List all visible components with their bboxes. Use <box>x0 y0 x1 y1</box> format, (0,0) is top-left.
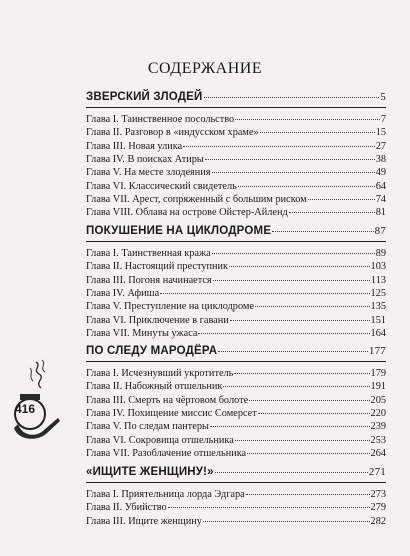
chapter-title: Глава III. Новая улика <box>86 140 183 152</box>
chapter-title: Глава V. На месте злодеяния <box>86 167 211 179</box>
chapter-page: 103 <box>370 261 386 273</box>
toc-entry <box>86 324 386 340</box>
chapter-page: 253 <box>370 434 386 446</box>
dot-leader <box>255 295 370 307</box>
dot-leader <box>212 242 375 254</box>
dot-leader <box>308 188 375 200</box>
chapter-title: Глава IV. Афиша <box>86 288 160 300</box>
chapter-page: 49 <box>375 167 386 179</box>
dot-leader <box>198 322 369 334</box>
dot-leader <box>246 483 370 495</box>
section-heading <box>86 222 386 239</box>
dot-leader <box>249 389 369 401</box>
dot-leader <box>235 108 380 120</box>
dot-leader <box>203 510 370 522</box>
chapter-page: 81 <box>375 207 386 219</box>
chapter-title: Глава VI. Приключение в гавани <box>86 314 229 326</box>
chapter-title: Глава V. Преступление на циклодроме <box>86 301 254 313</box>
chapter-title: Глава VII. Минуты ужаса <box>86 328 198 340</box>
chapter-title: Глава I. Таинственная кража <box>86 248 211 259</box>
section-page: 177 <box>368 345 386 357</box>
chapter-page: 7 <box>380 114 386 125</box>
dot-leader <box>183 135 375 147</box>
dot-leader <box>212 161 375 173</box>
toc-section <box>86 222 386 340</box>
dot-leader <box>168 496 370 508</box>
chapter-page: 64 <box>375 180 386 192</box>
chapter-title: Глава V. По следам пантеры <box>86 421 209 433</box>
dot-leader <box>260 121 375 133</box>
chapter-page: 38 <box>375 154 386 166</box>
chapter-title: Глава VII. Разоблачение отшельника <box>86 448 247 460</box>
dot-leader <box>229 255 370 267</box>
section-heading <box>86 342 386 359</box>
chapter-title: Глава II. Разговор в «индусском храме» <box>86 127 259 139</box>
section-heading <box>86 88 386 105</box>
chapter-page: 191 <box>370 381 386 393</box>
section-page: 5 <box>380 91 386 103</box>
chapter-page: 164 <box>370 328 386 340</box>
section-title: «ИЩИТЕ ЖЕНЩИНУ!» <box>86 466 214 478</box>
chapter-title: Глава IV. В поисках Атиры <box>86 154 204 166</box>
dot-leader <box>238 175 375 187</box>
dot-leader <box>223 375 369 387</box>
chapter-title: Глава I. Таинственное посольство <box>86 114 235 125</box>
chapter-title: Глава VI. Классический свидетель <box>86 180 237 192</box>
chapter-page: 239 <box>370 421 386 433</box>
toc-entry <box>86 444 386 460</box>
chapter-title: Глава IV. Похищение миссис Сомерсет <box>86 408 257 420</box>
chapter-title: Глава I. Исчезнувший укротитель <box>86 368 234 379</box>
chapter-page: 151 <box>370 314 386 326</box>
pipe-emblem-icon <box>6 358 64 440</box>
chapter-title: Глава III. Смерть на чёртовом болоте <box>86 394 249 406</box>
toc-section <box>86 88 386 217</box>
chapter-title: Глава II. Набожный отшельник <box>86 381 223 393</box>
chapter-page: 27 <box>375 140 386 152</box>
section-heading <box>86 463 386 480</box>
toc-section <box>86 463 386 525</box>
chapter-page: 135 <box>370 301 386 313</box>
chapter-page: 282 <box>370 515 386 527</box>
dot-leader <box>234 362 369 374</box>
section-page: 271 <box>368 466 386 478</box>
chapter-page: 125 <box>370 288 386 300</box>
section-title: ЗВЕРСКИЙ ЗЛОДЕЙ <box>86 91 203 103</box>
dot-leader <box>272 220 373 232</box>
chapter-title: Глава II. Настоящий преступник <box>86 261 229 273</box>
chapter-title: Глава III. Погоня начинается <box>86 274 212 286</box>
chapter-title: Глава I. Приятельница лорда Эдгара <box>86 489 245 500</box>
dot-leader <box>205 148 375 160</box>
dot-leader <box>204 86 380 98</box>
chapter-page: 179 <box>370 368 386 379</box>
dot-leader <box>218 340 368 352</box>
chapter-page: 89 <box>375 248 386 259</box>
toc-entry <box>86 203 386 219</box>
chapter-page: 15 <box>375 127 386 139</box>
chapter-page: 264 <box>370 448 386 460</box>
chapter-title: Глава II. Убийство <box>86 502 167 514</box>
section-page: 87 <box>374 225 386 237</box>
chapter-title: Глава VIII. Облава на острове Ойстер-Айленд <box>86 207 288 219</box>
chapter-title: Глава VI. Сокровища отшельника <box>86 434 234 446</box>
toc-section <box>86 342 386 460</box>
dot-leader <box>289 201 375 213</box>
section-title: ПО СЛЕДУ МАРОДЁРА <box>86 345 218 357</box>
chapter-page: 205 <box>370 394 386 406</box>
dot-leader <box>160 282 369 294</box>
dot-leader <box>230 309 370 321</box>
chapter-title: Глава III. Ищите женщину <box>86 515 202 527</box>
dot-leader <box>235 429 370 441</box>
dot-leader <box>210 415 370 427</box>
chapter-page: 279 <box>370 502 386 514</box>
chapter-page: 113 <box>370 274 386 286</box>
dot-leader <box>213 269 370 281</box>
chapter-page: 273 <box>370 489 386 500</box>
toc-title: СОДЕРЖАНИЕ <box>147 60 263 77</box>
dot-leader <box>215 461 368 473</box>
dot-leader <box>258 402 370 414</box>
dot-leader <box>247 442 369 454</box>
section-title: ПОКУШЕНИЕ НА ЦИКЛОДРОМЕ <box>86 225 272 237</box>
page-number: 416 <box>14 402 36 416</box>
toc-entry <box>86 512 386 525</box>
chapter-page: 74 <box>375 194 386 206</box>
chapter-page: 220 <box>370 408 386 420</box>
chapter-title: Глава VII. Арест, сопряженный с большим риском <box>86 194 307 206</box>
